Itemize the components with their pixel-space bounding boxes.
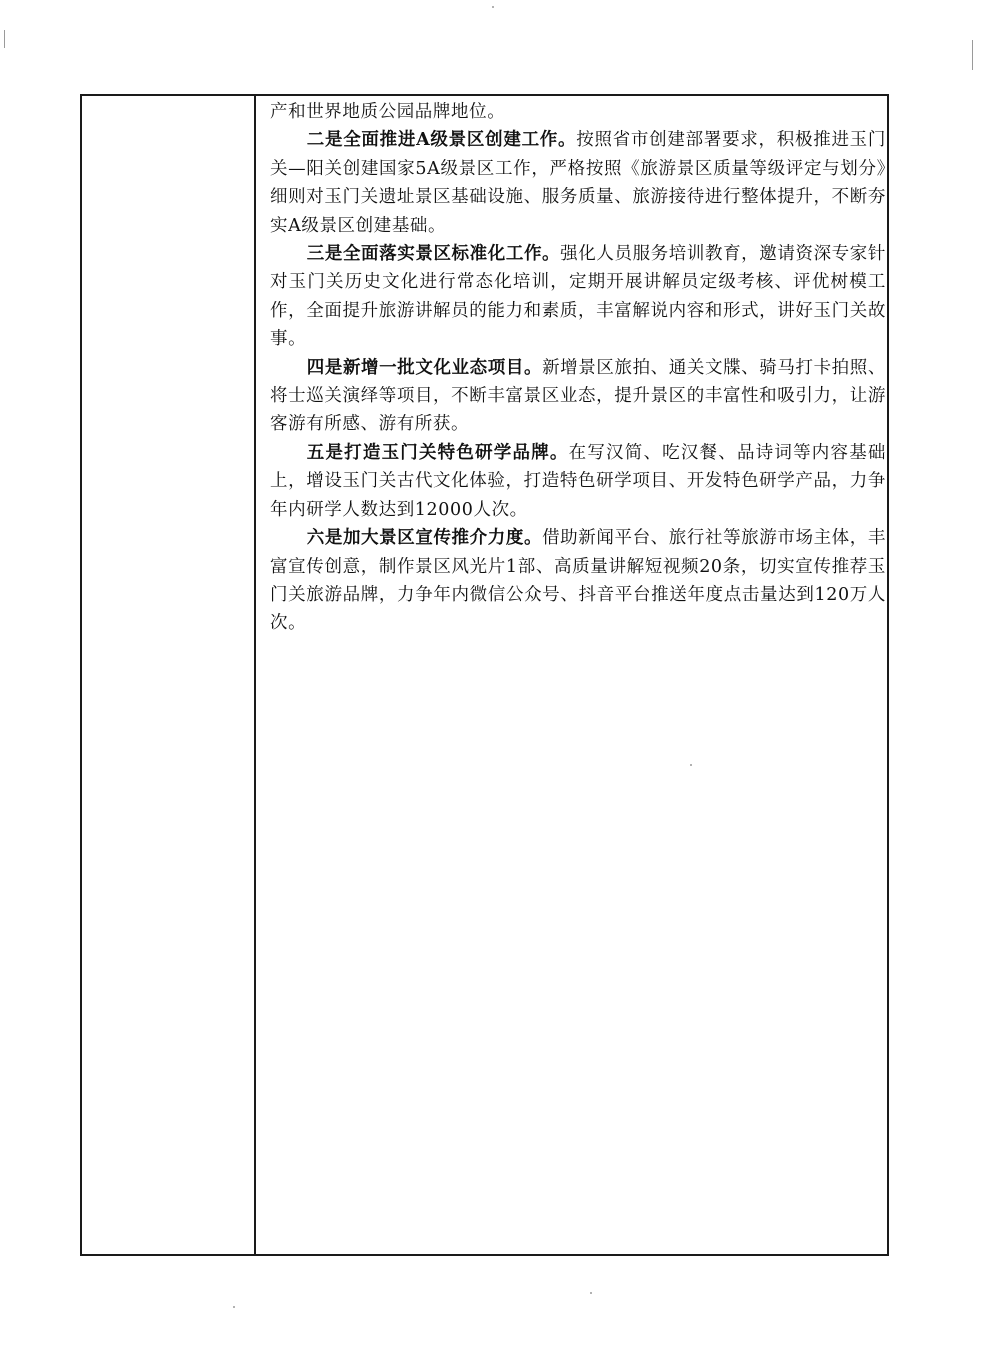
paragraph-lead: 六是加大景区宣传推介力度。 (306, 528, 543, 549)
paragraph (270, 354, 886, 439)
content-table (80, 94, 889, 1256)
scan-speck (492, 6, 494, 8)
paragraph-body: 按照省市创建部署要求，积极推进玉门关—阳关创建国家5A级景区工作，严格按照《旅游景区质量等级评定与划分》细则对玉门关遗址景区基础设施、服务质量、旅游接待进行整体提升，不断夯实A级景区创建基础。 (270, 130, 886, 236)
paragraph-body: 借助新闻平台、旅行社等旅游市场主体，丰富宣传创意，制作景区风光片1部、高质量讲解短视频20条，切实宣传推荐玉门关旅游品牌，力争年内微信公众号、抖音平台推送年度点击量达到120万人次。 (270, 528, 886, 634)
paragraph-lead: 二是全面推进A级景区创建工作。 (306, 130, 577, 151)
content-cell (256, 96, 887, 1254)
paragraph-lead: 三是全面落实景区标准化工作。 (306, 244, 561, 265)
paragraph-body: 新增景区旅拍、通关文牒、骑马打卡拍照、将士巡关演绎等项目，不断丰富景区业态，提升景区的丰富性和吸引力，让游客游有所感、游有所获。 (270, 357, 886, 435)
paragraph (270, 524, 886, 638)
scan-speck (590, 1292, 592, 1294)
document-text (270, 98, 886, 638)
paragraph-body: 强化人员服务培训教育，邀请资深专家针对玉门关历史文化进行常态化培训，定期开展讲解员定级考核、评优树模工作，全面提升旅游讲解员的能力和素质，丰富解说内容和形式，讲好玉门关故事。 (270, 244, 886, 350)
label-cell (82, 96, 256, 1254)
paragraph-body: 产和世界地质公园品牌地位。 (270, 102, 506, 122)
scan-speck (4, 30, 5, 48)
paragraph (270, 98, 886, 126)
scan-speck (972, 40, 973, 70)
paragraph-body: 在写汉简、吃汉餐、品诗词等内容基础上，增设玉门关古代文化体验，打造特色研学项目、开发特色研学产品，力争年内研学人数达到12000人次。 (270, 442, 886, 520)
paragraph (270, 439, 886, 524)
paragraph-lead: 四是新增一批文化业态项目。 (306, 357, 543, 378)
scan-speck (233, 1306, 235, 1308)
paragraph (270, 240, 886, 354)
paragraph (270, 126, 886, 240)
paragraph-lead: 五是打造玉门关特色研学品牌。 (306, 442, 569, 463)
